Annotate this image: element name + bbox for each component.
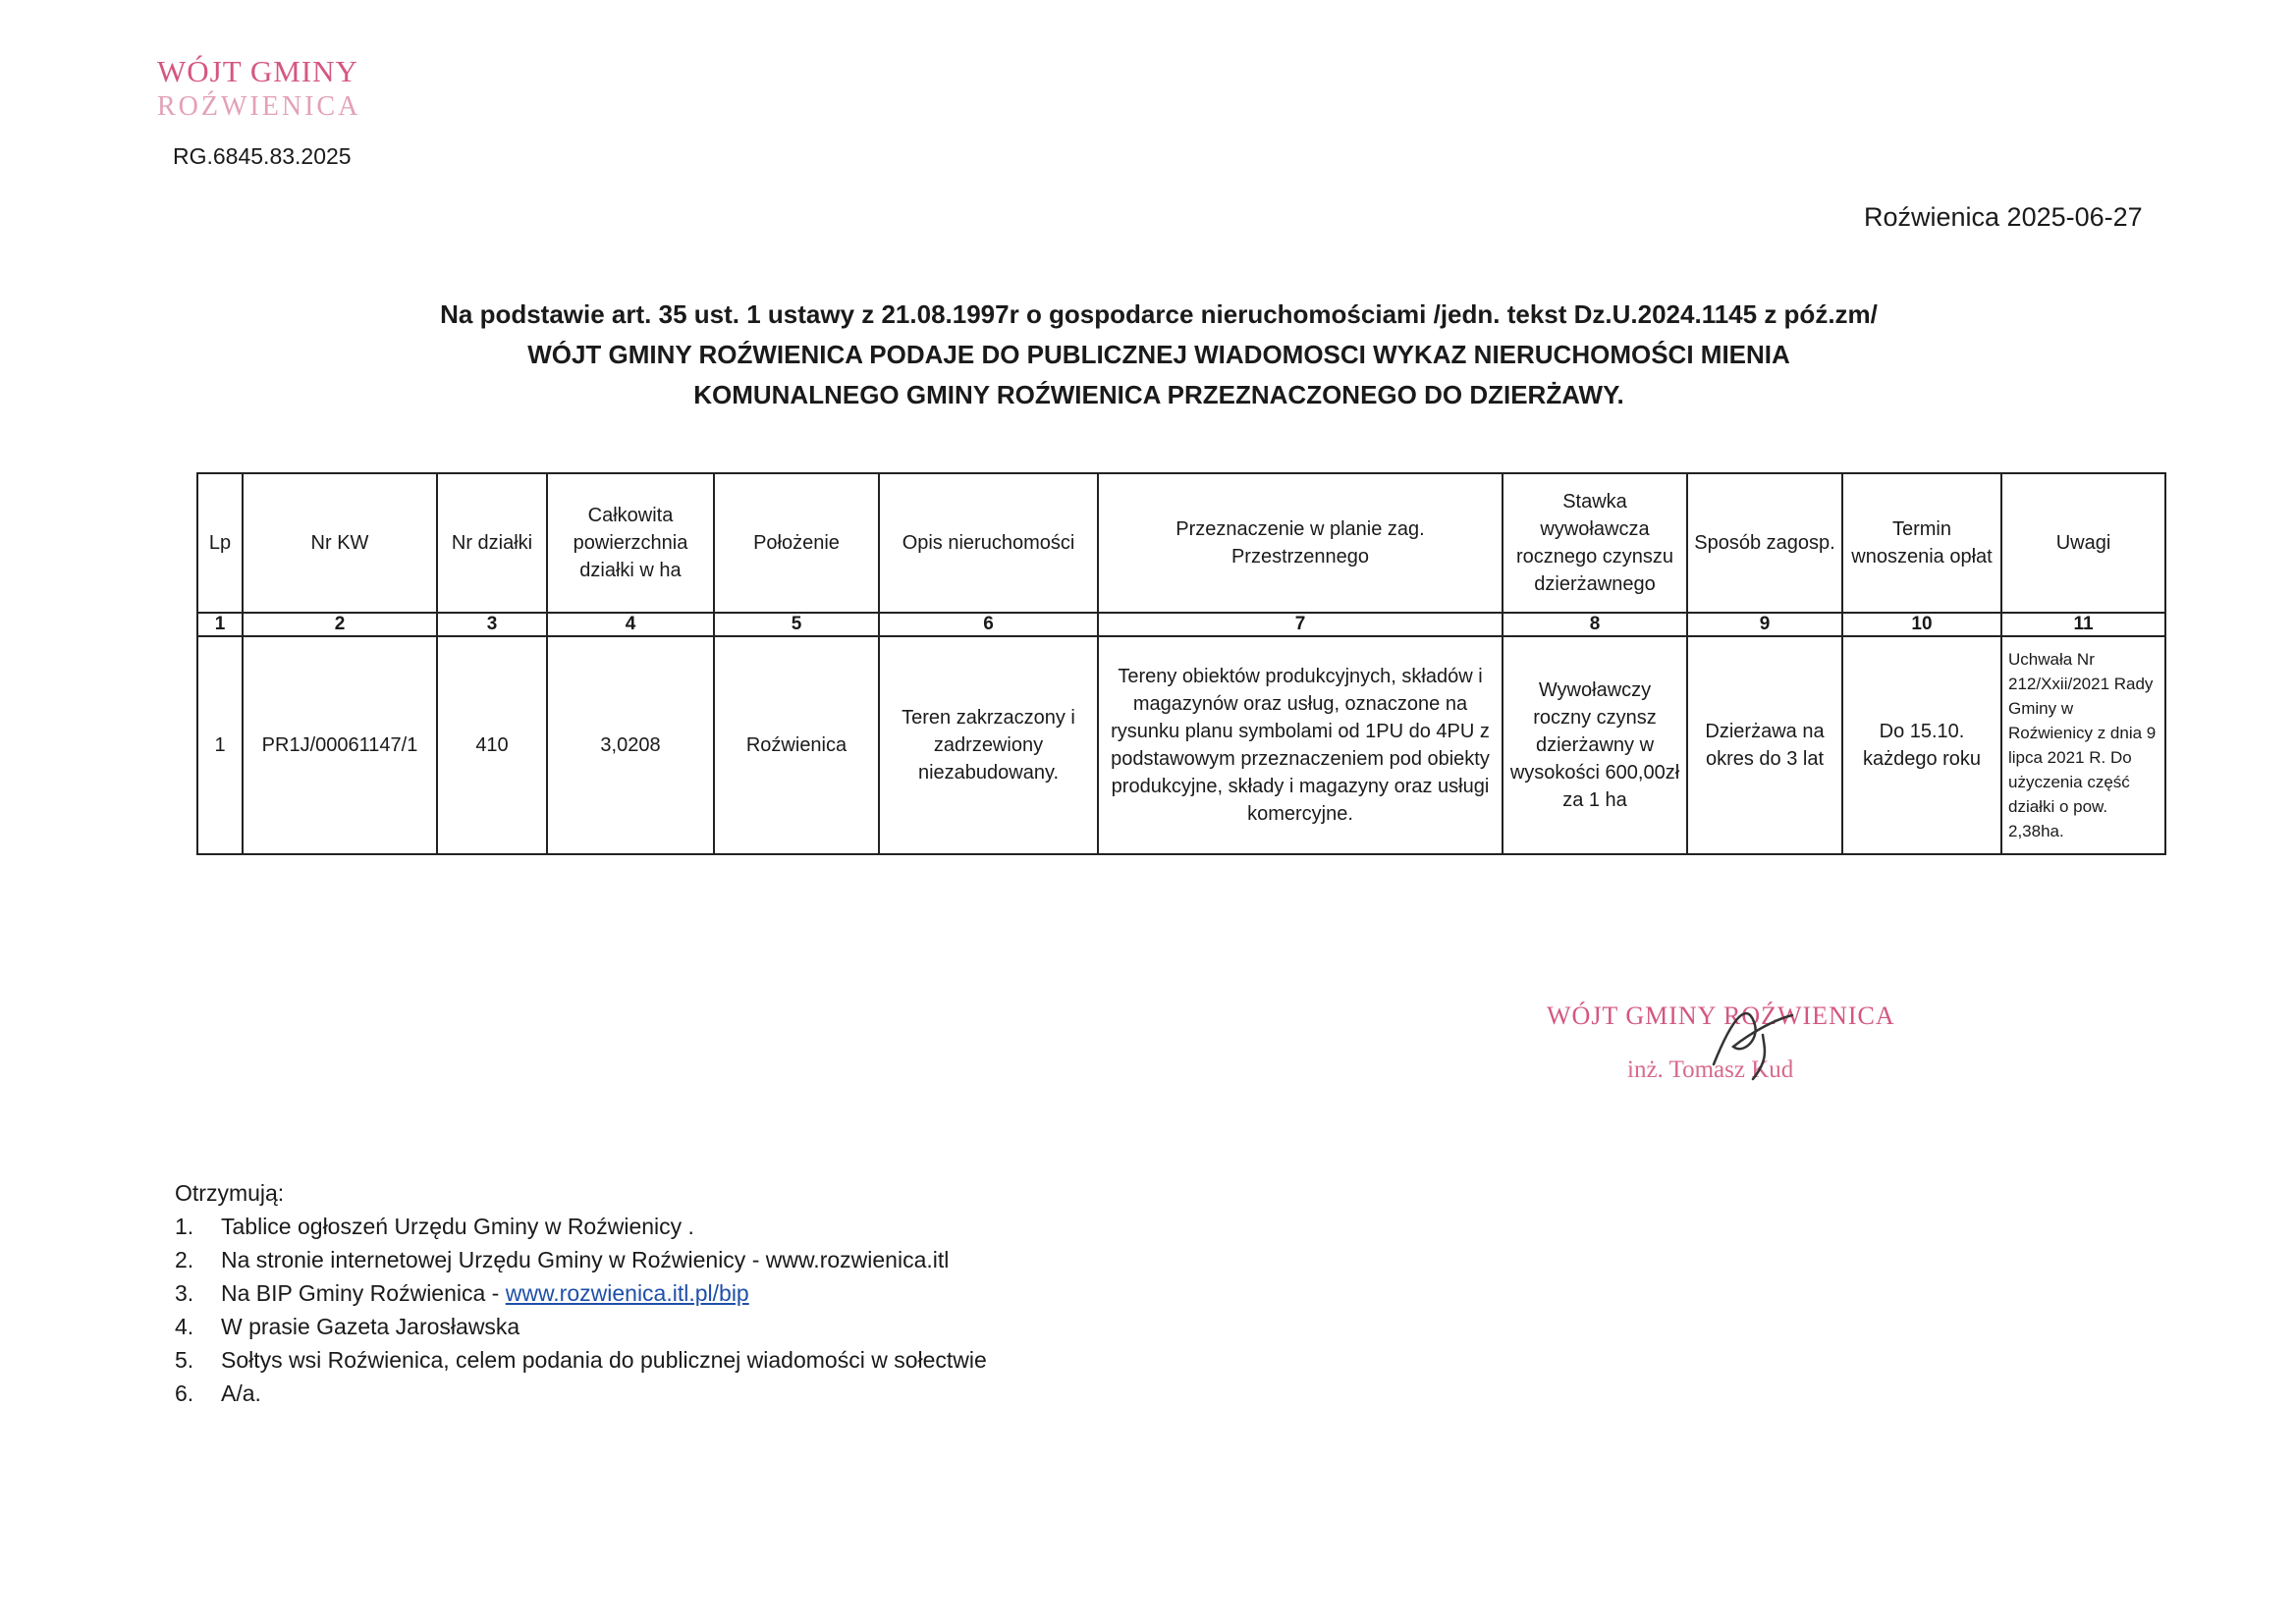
cell-stawka: Wywoławczy roczny czynsz dzierżawny w wysokości 600,00zł za 1 ha — [1503, 636, 1687, 854]
bip-link[interactable]: www.rozwienica.itl.pl/bip — [505, 1280, 749, 1306]
cell-uwagi: Uchwała Nr 212/Xxii/2021 Rady Gminy w Roźwienicy z dnia 9 lipca 2021 R. Do użyczenia część działki o pow. 2,38ha. — [2001, 636, 2165, 854]
heading-line-3: KOMUNALNEGO GMINY ROŹWIENICA PRZEZNACZONEGO DO DZIERŻAWY. — [693, 380, 1624, 409]
header-cell: Opis nieruchomości — [879, 473, 1098, 613]
cell-termin: Do 15.10. każdego roku — [1842, 636, 2001, 854]
header-cell: Sposób zagosp. — [1687, 473, 1842, 613]
column-number: 10 — [1842, 613, 2001, 636]
column-number: 3 — [437, 613, 547, 636]
table-row — [197, 636, 2165, 854]
header-cell: Lp — [197, 473, 243, 613]
reference-number: RG.6845.83.2025 — [173, 143, 352, 169]
header-cell: Przeznaczenie w planie zag. Przestrzennego — [1098, 473, 1503, 613]
office-stamp — [157, 54, 360, 125]
cell-polozenie: Roźwienica — [714, 636, 879, 854]
stamp-line-2: ROŹWIENICA — [157, 91, 361, 122]
column-number: 9 — [1687, 613, 1842, 636]
cell-opis: Teren zakrzaczony i zadrzewiony niezabudowany. — [879, 636, 1098, 854]
heading-line-1: Na podstawie art. 35 ust. 1 ustawy z 21.08.1997r o gospodarce nieruchomościami /jedn. tekst Dz.U.2024.1145 z póź.zm/ — [440, 299, 1878, 329]
recipients-title: Otrzymują: — [175, 1180, 285, 1206]
signature-role: WÓJT GMINY ROŹWIENICA — [1547, 1001, 1895, 1030]
list-item: 2. Na stronie internetowej Urzędu Gminy w Roźwienicy - www.rozwienica.itl — [175, 1247, 950, 1272]
list-item: 5. Sołtys wsi Roźwienica, celem podania do publicznej wiadomości w sołectwie — [175, 1347, 987, 1373]
header-cell: Stawka wywoławcza rocznego czynszu dzierżawnego — [1503, 473, 1687, 613]
cell-nr-kw: PR1J/00061147/1 — [243, 636, 437, 854]
header-cell: Uwagi — [2001, 473, 2165, 613]
signature-block — [1547, 1001, 1930, 1084]
place-date: Roźwienica 2025-06-27 — [1864, 202, 2143, 232]
column-number: 11 — [2001, 613, 2165, 636]
list-item: 1. Tablice ogłoszeń Urzędu Gminy w Roźwienicy . — [175, 1214, 694, 1239]
header-cell: Położenie — [714, 473, 879, 613]
column-number: 6 — [879, 613, 1098, 636]
list-item: 4. W prasie Gazeta Jarosławska — [175, 1314, 520, 1339]
column-number: 2 — [243, 613, 437, 636]
property-table — [196, 472, 2166, 855]
column-number: 5 — [714, 613, 879, 636]
list-item: 6. A/a. — [175, 1380, 261, 1406]
column-number: 7 — [1098, 613, 1503, 636]
stamp-line-1: WÓJT GMINY — [157, 54, 358, 88]
column-number: 1 — [197, 613, 243, 636]
cell-przeznaczenie: Tereny obiektów produkcyjnych, składów i magazynów oraz usług, oznaczone na rysunku planu symbolami od 1PU do 4PU z podstawowym przeznaczeniem pod obiekty produkcyjne, składy i magazyny oraz usługi komercyjne. — [1098, 636, 1503, 854]
handwritten-signature-icon — [1694, 996, 1812, 1084]
document-heading — [324, 295, 1994, 415]
header-cell: Całkowita powierzchnia działki w ha — [547, 473, 714, 613]
column-number: 8 — [1503, 613, 1687, 636]
recipients-section — [175, 1176, 987, 1410]
header-cell: Nr KW — [243, 473, 437, 613]
cell-sposob: Dzierżawa na okres do 3 lat — [1687, 636, 1842, 854]
column-number: 4 — [547, 613, 714, 636]
header-cell: Nr działki — [437, 473, 547, 613]
cell-powierzchnia: 3,0208 — [547, 636, 714, 854]
recipients-list — [175, 1210, 987, 1410]
column-number-row — [197, 613, 2165, 636]
heading-line-2: WÓJT GMINY ROŹWIENICA PODAJE DO PUBLICZNEJ WIADOMOSCI WYKAZ NIERUCHOMOŚCI MIENIA — [527, 340, 1790, 369]
header-row — [197, 473, 2165, 613]
cell-nr-dzialki: 410 — [437, 636, 547, 854]
list-item: 3. Na BIP Gminy Roźwienica - www.rozwienica.itl.pl/bip — [175, 1280, 749, 1306]
cell-lp: 1 — [197, 636, 243, 854]
header-cell: Termin wnoszenia opłat — [1842, 473, 2001, 613]
signature-name: inż. Tomasz Kud — [1627, 1056, 1794, 1083]
